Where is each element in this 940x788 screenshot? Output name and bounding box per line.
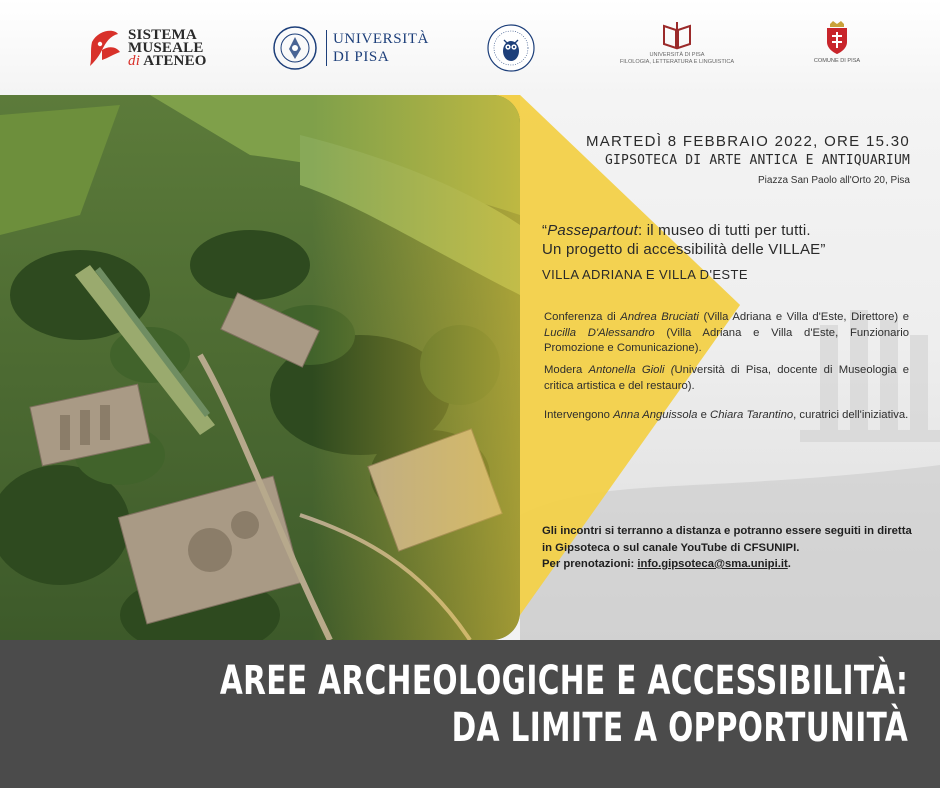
unipi-line2: DI PISA bbox=[333, 49, 390, 65]
p2-b: Università di Pisa, docente di Museologia e critica artistica e del restauro). bbox=[544, 364, 909, 392]
p1-a: Conferenza di bbox=[544, 311, 621, 323]
talk-sites: VILLA ADRIANA E VILLA D'ESTE bbox=[542, 267, 748, 282]
p3-c: , curatrici dell'iniziativa. bbox=[793, 409, 909, 421]
moderator-gioli: Antonella Gioli ( bbox=[588, 364, 675, 376]
booking-email-link[interactable]: info.gipsoteca@sma.unipi.it bbox=[637, 558, 788, 570]
p1-c: (Villa Adriana e Villa d'Este, Funzionario Promozione e Comunicazione). bbox=[544, 326, 910, 354]
university-seal-icon bbox=[272, 25, 318, 71]
title-rest: : il museo di tutti per tutti. bbox=[638, 222, 811, 239]
title-em: Passepartout bbox=[547, 222, 638, 239]
comune-di-pisa-logo bbox=[804, 20, 870, 76]
sma-line3-prefix: di bbox=[128, 52, 141, 69]
sma-line2: MUSEALE bbox=[128, 39, 204, 56]
p3-a: Intervengono bbox=[544, 409, 614, 421]
curators-paragraph bbox=[544, 408, 909, 424]
sma-line1: SISTEMA bbox=[128, 26, 197, 43]
dflll-line1: UNIVERSITÀ DI PISA bbox=[649, 52, 705, 58]
open-book-icon bbox=[661, 20, 693, 50]
filologia-logo bbox=[612, 20, 742, 76]
headline-line1: AREE ARCHEOLOGICHE E ACCESSIBILITÀ: bbox=[219, 658, 908, 704]
booking-note bbox=[542, 556, 922, 573]
moderator-paragraph bbox=[544, 363, 909, 394]
headline-line2: DA LIMITE A OPPORTUNITÀ bbox=[451, 705, 908, 751]
aerial-photo bbox=[0, 95, 520, 640]
red-leaf-icon bbox=[88, 28, 122, 68]
conference-paragraph bbox=[544, 310, 909, 357]
sma-line3-word: ATENEO bbox=[143, 52, 207, 69]
event-info bbox=[530, 95, 940, 640]
headline bbox=[220, 658, 908, 752]
coat-of-arms-icon bbox=[822, 20, 852, 56]
speaker-dalessandro: Lucilla D'Alessandro bbox=[544, 326, 655, 339]
universita-di-pisa-logo bbox=[272, 20, 429, 76]
owl-seal-icon bbox=[486, 23, 536, 73]
p1-b: (Villa Adriana e Villa d'Este, Direttore) e bbox=[698, 311, 909, 323]
title-open-quote: “ bbox=[542, 222, 548, 239]
dflll-line2: FILOLOGIA, LETTERATURA E LINGUISTICA bbox=[619, 59, 735, 65]
speaker-bruciati: Andrea Bruciati bbox=[620, 311, 699, 323]
p2-a: Modera bbox=[544, 364, 589, 376]
headline-band bbox=[0, 640, 940, 788]
event-address: Piazza San Paolo all'Orto 20, Pisa bbox=[758, 175, 910, 186]
curator-anguissola: Anna Anguissola bbox=[613, 409, 698, 421]
event-date: MARTEDÌ 8 FEBBRAIO 2022, ORE 15.30 bbox=[585, 133, 910, 150]
booking-end: . bbox=[787, 558, 791, 570]
department-owl-logo bbox=[486, 20, 536, 76]
online-note: Gli incontri si terranno a distanza e potranno essere seguiti in diretta in Gipsoteca o sul canale YouTube di CFSUNIPI. bbox=[542, 525, 912, 554]
unipi-line1: UNIVERSITÀ bbox=[333, 31, 429, 47]
curator-tarantino: Chiara Tarantino bbox=[710, 409, 794, 421]
talk-title bbox=[542, 221, 922, 259]
comune-label: COMUNE DI PISA bbox=[813, 58, 861, 64]
booking-label: Per prenotazioni: bbox=[542, 558, 638, 570]
logo-band bbox=[0, 0, 940, 95]
title-line2: Un progetto di accessibilità delle VILLAE” bbox=[542, 241, 826, 258]
p3-b: e bbox=[697, 409, 711, 421]
sistema-museale-logo bbox=[88, 20, 207, 76]
event-venue: GIPSOTECA DI ARTE ANTICA E ANTIQUARIUM bbox=[604, 153, 910, 168]
